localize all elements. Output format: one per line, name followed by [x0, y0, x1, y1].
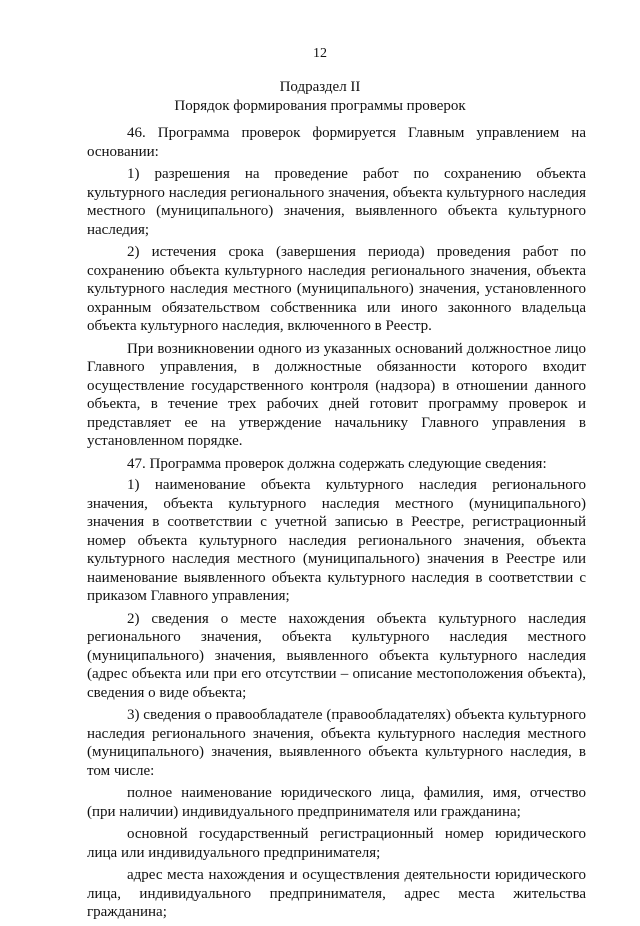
paragraph-46-item-1: 1) разрешения на проведение работ по сохранению объекта культурного наследия регионального значения, объекта культурного наследия местного (муниципального) значения, выявленного объекта культурного наследия;	[87, 166, 586, 238]
page-number: 12	[313, 46, 327, 61]
paragraph-47-item-1: 1) наименование объекта культурного наследия регионального значения, объекта культурного наследия местного (муниципального) значения в соответствии с учетной записью в Реестре, регистрационный номер объекта культурного наследия регионального значения, объекта культурного наследия местного (муниципального) значения в Реестре или наименование выявленного объекта культурного наследия в соответствии с приказом Главного управления;	[87, 477, 586, 604]
subsection-title: Порядок формирования программы проверок	[174, 98, 466, 114]
paragraph-47-item-3-ogrn: основной государственный регистрационный номер юридического лица или индивидуального предпринимателя;	[87, 826, 586, 861]
paragraph-47-item-3-name: полное наименование юридического лица, фамилия, имя, отчество (при наличии) индивидуального предпринимателя или гражданина;	[87, 785, 586, 820]
paragraph-46-item-2: 2) истечения срока (завершения периода) проведения работ по сохранению объекта культурного наследия регионального значения, объекта культурного наследия местного (муниципального) значения, установленного охранным обязательством собственника или иного законного владельца объекта культурного наследия, включенного в Реестр.	[87, 244, 586, 334]
section-heading	[0, 78, 640, 116]
paragraph-47-item-3: 3) сведения о правообладателе (правообладателях) объекта культурного наследия регионального значения, объекта культурного наследия местного (муниципального) значения, выявленного объекта культурного наследия, в том числе:	[87, 707, 586, 779]
document-body	[87, 124, 586, 926]
paragraph-46: 46. Программа проверок формируется Главным управлением на основании:	[87, 125, 586, 160]
paragraph-47: 47. Программа проверок должна содержать следующие сведения:	[127, 455, 547, 472]
paragraph-47-item-3-address: адрес места нахождения и осуществления деятельности юридического лица, индивидуального предпринимателя, адрес места жительства гражданина;	[87, 867, 586, 920]
paragraph-47-item-2: 2) сведения о месте нахождения объекта культурного наследия регионального значения, объекта культурного наследия местного (муниципального) значения, выявленного объекта культурного наследия (адрес объекта или при его отсутствии – описание местоположения объекта), сведения о виде объекта;	[87, 610, 586, 701]
paragraph-46-note: При возникновении одного из указанных оснований должностное лицо Главного управления, в должностные обязанности которого входит осуществление государственного контроля (надзора) в отношении данного объекта, в течение трех рабочих дней готовит программу проверок и представляет ее на утверждение начальнику Главного управления в установленном порядке.	[87, 340, 586, 449]
subsection-label: Подраздел II	[279, 79, 361, 95]
